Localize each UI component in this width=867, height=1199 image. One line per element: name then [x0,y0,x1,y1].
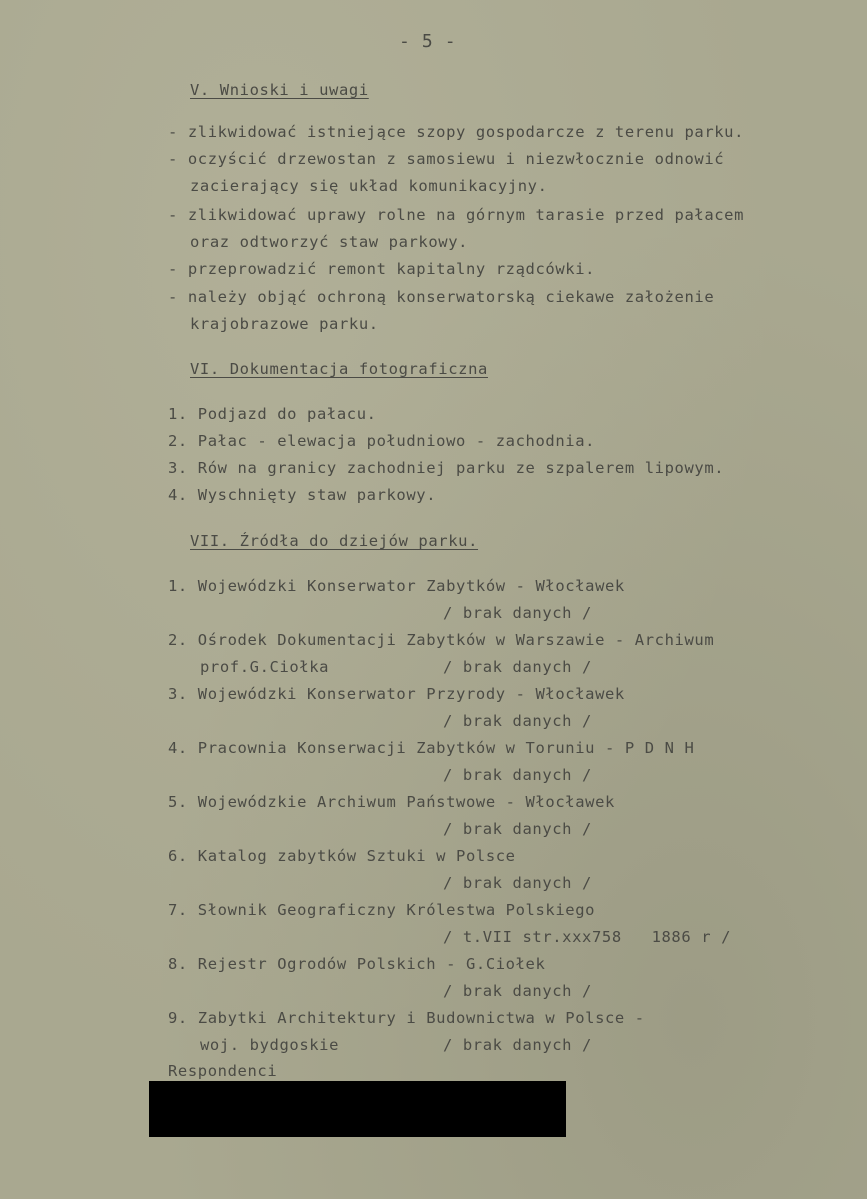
section-v-line: - zlikwidować istniejące szopy gospodarcze z terenu parku. [168,123,745,141]
photo-item: 1. Podjazd do pałacu. [168,405,377,423]
source-note-prefix: prof.G.Ciołka [200,658,330,676]
section-v-line: - zlikwidować uprawy rolne na górnym tarasie przed pałacem [168,206,745,224]
section-v-line: krajobrazowe parku. [190,315,379,333]
source-item: 6. Katalog zabytków Sztuki w Polsce [168,847,516,865]
redaction-box [149,1081,566,1137]
photo-item: 2. Pałac - elewacja południowo - zachodnia. [168,432,596,450]
source-note: / t.VII str.xxx758 1886 r / [443,928,732,946]
source-item: 4. Pracownia Konserwacji Zabytków w Toruniu - P D N H [168,739,695,757]
source-note: / brak danych / [443,766,592,784]
source-note: / brak danych / [443,820,592,838]
source-item: 7. Słownik Geograficzny Królestwa Polskiego [168,901,596,919]
page-number: - 5 - [399,31,457,52]
respondenci-label: Respondenci [168,1062,278,1080]
section-v-line: oraz odtworzyć staw parkowy. [190,233,469,251]
source-note: / brak danych / [443,1036,592,1054]
section-v-line: zacierający się układ komunikacyjny. [190,177,548,195]
section-v-line: - należy objąć ochroną konserwatorską ciekawe założenie [168,288,715,306]
source-note: / brak danych / [443,604,592,622]
source-note: / brak danych / [443,874,592,892]
photo-item: 4. Wyschnięty staw parkowy. [168,486,437,504]
source-item: 5. Wojewódzkie Archiwum Państwowe - Włocławek [168,793,615,811]
section-vi-title: VI. Dokumentacja fotograficzna [190,360,488,378]
source-note-prefix: woj. bydgoskie [200,1036,340,1054]
section-vii-title: VII. Źródła do dziejów parku. [190,532,479,550]
source-item: 9. Zabytki Architektury i Budownictwa w Polsce - [168,1009,645,1027]
section-v-title: V. Wnioski i uwagi [190,81,369,99]
source-item: 1. Wojewódzki Konserwator Zabytków - Włocławek [168,577,625,595]
source-item: 3. Wojewódzki Konserwator Przyrody - Włocławek [168,685,625,703]
source-note: / brak danych / [443,712,592,730]
source-note: / brak danych / [443,658,592,676]
source-item: 8. Rejestr Ogrodów Polskich - G.Ciołek [168,955,546,973]
section-v-line: - oczyścić drzewostan z samosiewu i niezwłocznie odnowić [168,150,725,168]
section-v-line: - przeprowadzić remont kapitalny rządcówki. [168,260,596,278]
photo-item: 3. Rów na granicy zachodniej parku ze szpalerem lipowym. [168,459,725,477]
source-note: / brak danych / [443,982,592,1000]
source-item: 2. Ośrodek Dokumentacji Zabytków w Warszawie - Archiwum [168,631,715,649]
